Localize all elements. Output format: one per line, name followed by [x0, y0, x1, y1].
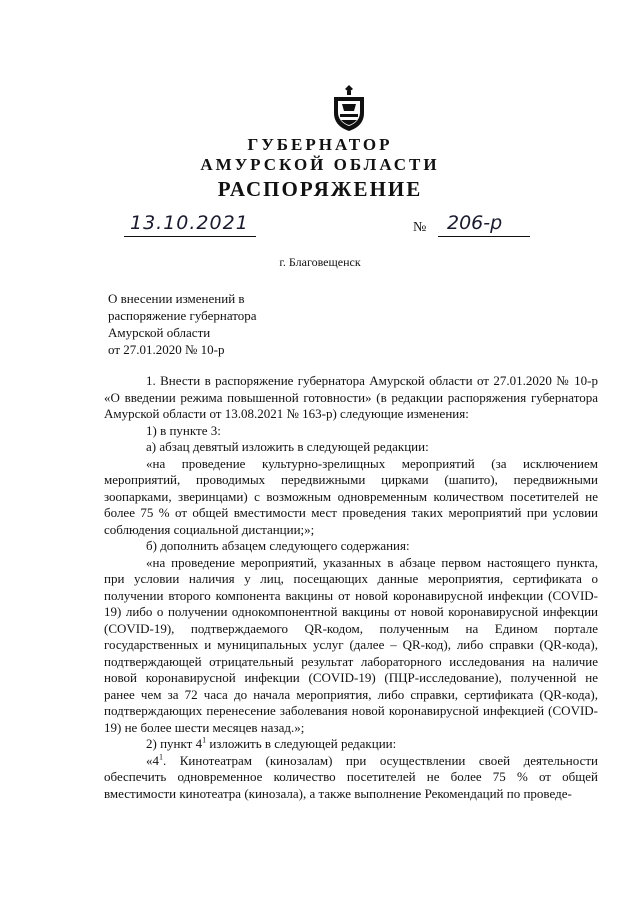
number-label: №	[413, 220, 427, 235]
paragraph-text: «4	[146, 752, 159, 768]
subject-line: Амурской области	[108, 325, 211, 340]
city-line: г. Благовещенск	[279, 255, 361, 269]
document-body	[104, 373, 598, 802]
paragraph: а) абзац девятый изложить в следующей редакции:	[146, 439, 429, 454]
paragraph-text: 2) пункт 4	[146, 736, 203, 751]
organization-region: АМУРСКОЙ ОБЛАСТИ	[200, 155, 440, 174]
date-underline	[124, 236, 256, 237]
paragraph-text: изложить в следующей редакции:	[209, 736, 397, 751]
document-date: 13.10.2021	[130, 212, 249, 234]
document-subject	[108, 290, 257, 358]
paragraph: «на проведение культурно-зрелищных мероприятий (за исключением мероприятий, проводимых передвижными цирками (шапито), передвижными зоопарками, зверинцами) с возможным одновременным количеством посетителей не более 75 % от общей вместимости мест проведения таких мероприятий при условии соблюдения социальной дистанции;»;	[104, 455, 598, 537]
paragraph: 1) в пункте 3:	[146, 422, 221, 438]
coat-of-arms-icon	[329, 83, 369, 133]
paragraph	[104, 753, 598, 803]
paragraph: «на проведение мероприятий, указанных в абзаце первом настоящего пункта, при условии наличия у лиц, посещающих данные мероприятия, сертификата о получении второго компонента вакцины от новой коронавирусной инфекции (COVID-19) либо о получении однокомпонентной вакцины от новой коронавирусной инфекции (COVID-19), подтверждаемого QR-кодом, полученным на Едином портале государственных и муниципальных услуг (далее – QR-код), либо справки (QR-кода), подтверждающей отрицательный результат лабораторного исследования на наличие новой коронавирусной инфекции (COVID-19) (ПЦР-исследование), полученной не ранее чем за 72 часа до начала мероприятия, либо справки, сертификата (QR-кода), подтверждающих перенесение заболевания новой коронавирусной инфекцией (COVID-19) не более шести месяцев назад.»;	[104, 554, 598, 735]
number-underline	[438, 236, 530, 237]
superscript: 1	[202, 735, 207, 745]
paragraph: 1. Внести в распоряжение губернатора Амурской области от 27.01.2020 № 10-р «О введении режима повышенной готовности» (в редакции распоряжения губернатора Амурской области от 13.08.2021 № 163-р) следующие изменения:	[104, 373, 598, 421]
subject-line: О внесении изменений в	[108, 291, 245, 306]
paragraph	[104, 736, 598, 753]
subject-line: распоряжение губернатора	[108, 308, 257, 323]
paragraph: б) дополнить абзацем следующего содержания:	[146, 538, 410, 553]
paragraph-text: . Кинотеатрам (кинозалам) при осуществлении своей деятельности обеспечить одновременное количество посетителей не более 75 % от общей вместимости кинотеатра (кинозала), а также выполнение Рекомендаций по проведе-	[104, 752, 598, 801]
organization-title: ГУБЕРНАТОР	[247, 135, 393, 154]
document-number: 206-р	[447, 212, 503, 234]
subject-line: от 27.01.2020 № 10-р	[108, 342, 225, 357]
document-type: РАСПОРЯЖЕНИЕ	[217, 177, 423, 201]
superscript: 1	[159, 752, 163, 762]
